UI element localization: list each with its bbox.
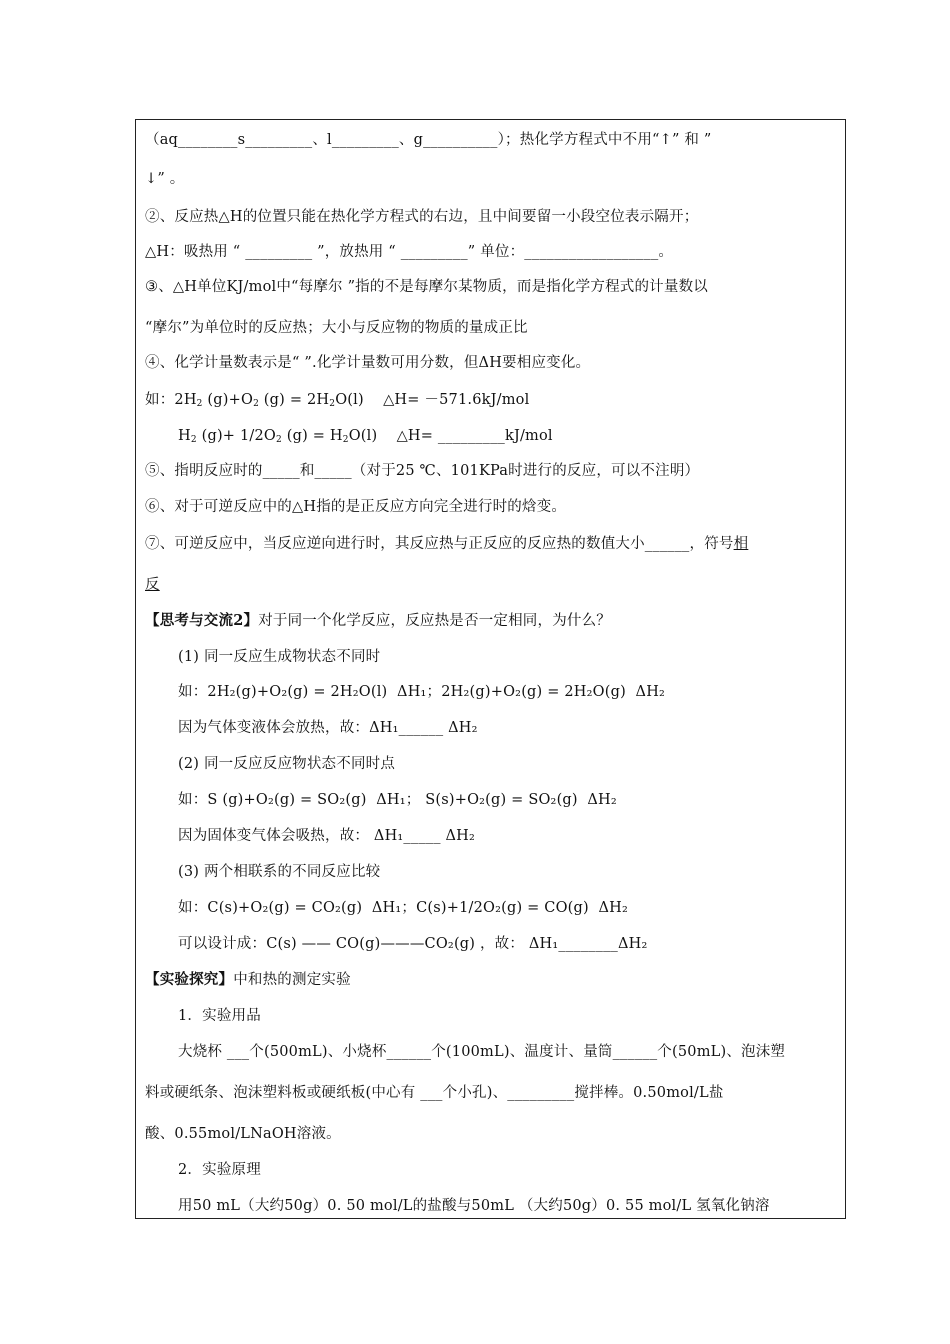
text-line: （aq________s_________、l_________、g__________）；热化学方程式中不用“↑” 和 ” (145, 132, 712, 148)
equation-line: 如：S (g)+O₂(g) = SO₂(g) ΔH₁； S(s)+O₂(g) = SO₂(g) ΔH₂ (178, 792, 617, 808)
text-line: 料或硬纸条、泡沫塑料板或硬纸板(中心有 ___个小孔)、_________搅拌棒。0.50mol/L盐 (145, 1085, 724, 1101)
equation-line: 如：C(s)+O₂(g) = CO₂(g) ΔH₁；C(s)+1/2O₂(g) = CO(g) ΔH₂ (178, 900, 629, 916)
text-line: 用50 mL（大约50g）0. 50 mol/L的盐酸与50mL （大约50g）0. 55 mol/L 氢氧化钠溶 (178, 1198, 770, 1214)
section-heading: 【实验探究】中和热的测定实验 (145, 971, 351, 988)
equation-line: 如：$2H_2$ $(g)+O_2$ $(g) = 2H_2O(l)$ △H= －571.6kJ/mol (145, 392, 530, 409)
equation-line: $H_2$ $(g)+ 1/2O_2$ $(g) = H_2O(l)$ △H= _________kJ/mol (178, 428, 553, 445)
text-line: ⑥、对于可逆反应中的△H指的是正反应方向完全进行时的焓变。 (145, 499, 567, 515)
text-line: ③、△H单位KJ/mol中“每摩尔 ”指的不是每摩尔某物质，而是指化学方程式的计量数以 (145, 279, 708, 295)
text-line: “摩尔”为单位时的反应热；大小与反应物的物质的量成正比 (145, 320, 528, 336)
text-line: ⑤、指明反应时的_____和_____（对于25 ℃、101KPa时进行的反应，可以不注明） (145, 463, 700, 479)
text-line: 1．实验用品 (178, 1008, 261, 1024)
text-line: (2) 同一反应反应物状态不同时点 (178, 756, 396, 772)
underlined-text: 相 (733, 536, 749, 552)
section-heading: 【思考与交流2】对于同一个化学反应，反应热是否一定相同，为什么？ (145, 612, 612, 629)
text-line: ⑦、可逆反应中，当反应逆向进行时，其反应热与正反应的反应热的数值大小______，符号相 (145, 536, 749, 552)
heading-label: 【思考与交流2】 (145, 612, 259, 629)
text-line: (3) 两个相联系的不同反应比较 (178, 864, 381, 880)
equation-line: 如：2H₂(g)+O₂(g) = 2H₂O(l) ΔH₁；2H₂(g)+O₂(g) = 2H₂O(g) ΔH₂ (178, 684, 666, 700)
text-line: △H：吸热用 “ _________ ”，放热用 “ _________” 单位：__________________。 (145, 244, 674, 260)
text-line: ↓” 。 (145, 171, 185, 187)
text-line: 因为固体变气体会吸热，故： ΔH₁_____ ΔH₂ (178, 828, 476, 844)
text-line: 大烧杯 ___个(500mL)、小烧杯______个(100mL)、温度计、量筒______个(50mL)、泡沫塑 (178, 1044, 786, 1060)
text-line: 因为气体变液体会放热，故：ΔH₁______ ΔH₂ (178, 720, 478, 736)
text-line: ②、反应热△H的位置只能在热化学方程式的右边，且中间要留一小段空位表示隔开； (145, 209, 699, 225)
text-line: 酸、0.55mol/LNaOH溶液。 (145, 1126, 341, 1142)
equation-line: 可以设计成：C(s) —— CO(g)———CO₂(g) ，故： ΔH₁________ΔH₂ (178, 936, 648, 952)
text-line: 反 (145, 577, 160, 593)
text-line: (1) 同一反应生成物状态不同时 (178, 649, 381, 665)
text-line: ④、化学计量数表示是“ ”.化学计量数可用分数，但ΔH要相应变化。 (145, 355, 591, 371)
text-line: 2．实验原理 (178, 1162, 261, 1178)
heading-label: 【实验探究】 (145, 971, 234, 988)
